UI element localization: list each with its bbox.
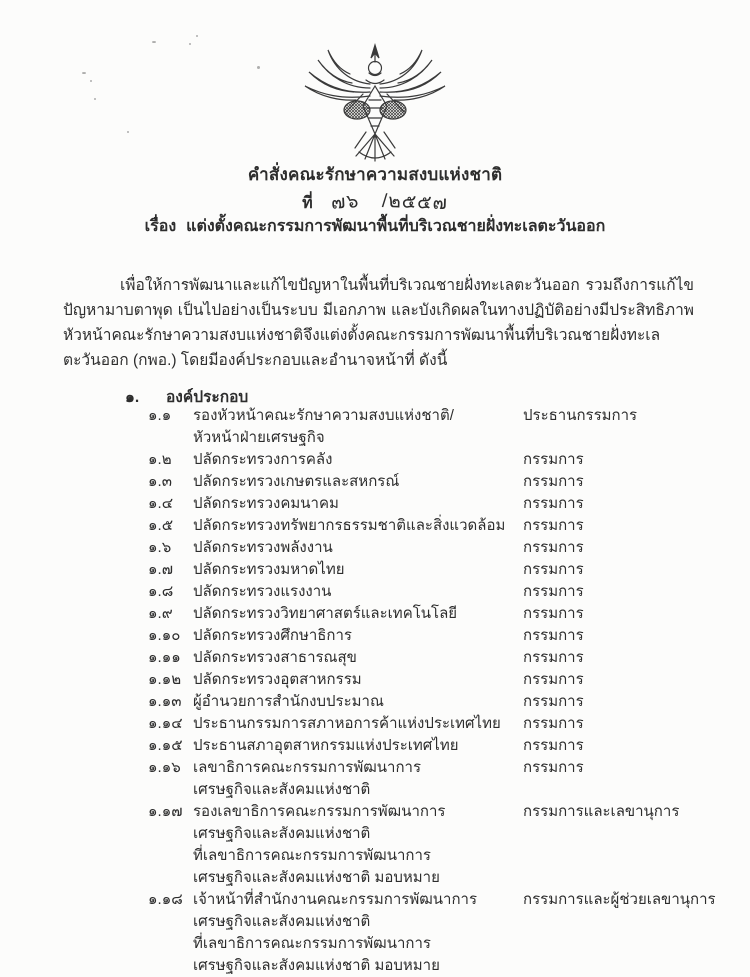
committee-member-row <box>148 669 722 691</box>
member-name-line: เศรษฐกิจและสังคมแห่งชาติ <box>193 825 371 842</box>
member-role: กรรมการ <box>523 649 584 666</box>
scan-speck <box>196 35 198 37</box>
section-title: องค์ประกอบ <box>166 389 249 406</box>
member-name-line: ปลัดกระทรวงแรงงาน <box>193 583 332 600</box>
member-name <box>193 625 523 647</box>
member-name-line: ที่เลขาธิการคณะกรรมการพัฒนาการ <box>193 935 431 952</box>
committee-member-row <box>148 471 722 493</box>
document-year-handwritten: /๒๕๕๗ <box>381 190 449 215</box>
member-role: กรรมการ <box>523 539 584 556</box>
member-name-line: ปลัดกระทรวงศึกษาธิการ <box>193 627 352 644</box>
scan-speck <box>94 98 96 100</box>
member-name-line: รองหัวหน้าคณะรักษาความสงบแห่งชาติ/ <box>193 407 454 424</box>
member-name-line: ปลัดกระทรวงทรัพยากรธรรมชาติและสิ่งแวดล้อม <box>193 517 506 534</box>
member-name-line: ประธานกรรมการสภาหอการค้าแห่งประเทศไทย <box>193 715 501 732</box>
member-name <box>193 471 523 493</box>
committee-member-row <box>148 713 722 735</box>
member-name <box>193 735 523 757</box>
committee-member-row <box>148 691 722 713</box>
member-number: ๑.๖ <box>148 539 172 556</box>
member-number: ๑.๑ <box>148 407 172 424</box>
member-role: กรรมการและเลขานุการ <box>523 803 680 820</box>
committee-member-row <box>148 603 722 625</box>
subject-label: เรื่อง <box>144 218 177 235</box>
member-number: ๑.๔ <box>148 495 174 512</box>
member-role: กรรมการ <box>523 671 584 688</box>
document-number-prefix: ที่ <box>302 195 313 212</box>
member-name-line: เศรษฐกิจและสังคมแห่งชาติ <box>193 781 371 798</box>
member-number: ๑.๑๐ <box>148 627 181 644</box>
member-name-line: ปลัดกระทรวงมหาดไทย <box>193 561 345 578</box>
document-subject-line <box>0 214 750 239</box>
scan-speck <box>127 131 129 133</box>
member-name-line: เศรษฐกิจและสังคมแห่งชาติ มอบหมาย <box>193 869 440 886</box>
member-role: กรรมการ <box>523 627 584 644</box>
committee-member-row <box>148 449 722 471</box>
member-number: ๑.๑๓ <box>148 693 182 710</box>
document-title: คำสั่งคณะรักษาความสงบแห่งชาติ <box>247 165 503 184</box>
member-number: ๑.๙ <box>148 605 173 622</box>
member-name <box>193 889 523 977</box>
member-name <box>193 581 523 603</box>
scan-speck <box>152 41 156 43</box>
member-number: ๑.๓ <box>148 473 172 490</box>
member-name-line: ปลัดกระทรวงการคลัง <box>193 451 333 468</box>
committee-member-row <box>148 889 722 977</box>
member-name <box>193 537 523 559</box>
member-name <box>193 405 523 449</box>
member-name <box>193 757 523 801</box>
member-name-line: เศรษฐกิจและสังคมแห่งชาติ <box>193 913 371 930</box>
member-number: ๑.๘ <box>148 583 174 600</box>
committee-member-row <box>148 515 722 537</box>
member-role: กรรมการ <box>523 495 584 512</box>
committee-member-row <box>148 757 722 801</box>
member-number: ๑.๑๗ <box>148 803 183 820</box>
committee-member-row <box>148 581 722 603</box>
subject-text: แต่งตั้งคณะกรรมการพัฒนาพื้นที่บริเวณชายฝั่งทะเลตะวันออก <box>186 218 606 235</box>
member-name-line: ปลัดกระทรวงคมนาคม <box>193 495 339 512</box>
member-name-line: ผู้อำนวยการสำนักงบประมาณ <box>193 693 384 710</box>
member-name-line: ประธานสภาอุตสาหกรรมแห่งประเทศไทย <box>193 737 459 754</box>
member-number: ๑.๑๕ <box>148 737 183 754</box>
member-role: กรรมการ <box>523 583 584 600</box>
document-number-handwritten: ๗๖ <box>330 191 361 214</box>
committee-member-list <box>148 405 722 977</box>
member-role: กรรมการ <box>523 715 584 732</box>
member-name <box>193 801 523 889</box>
member-role: กรรมการ <box>523 737 584 754</box>
member-role: กรรมการ <box>523 759 584 776</box>
member-name <box>193 603 523 625</box>
committee-member-row <box>148 735 722 757</box>
member-name-line: ปลัดกระทรวงอุตสาหกรรม <box>193 671 362 688</box>
member-name-line: ปลัดกระทรวงเกษตรและสหกรณ์ <box>193 473 400 490</box>
member-name-line: ปลัดกระทรวงวิทยาศาสตร์และเทคโนโลยี <box>193 605 458 622</box>
scan-speck <box>189 43 191 45</box>
member-name <box>193 647 523 669</box>
member-name <box>193 515 523 537</box>
committee-member-row <box>148 625 722 647</box>
scan-speck <box>90 80 92 82</box>
member-name <box>193 669 523 691</box>
committee-member-row <box>148 405 722 449</box>
scan-speck <box>257 66 260 69</box>
member-name-line: เศรษฐกิจและสังคมแห่งชาติ มอบหมาย <box>193 957 440 974</box>
member-role: กรรมการ <box>523 473 584 490</box>
member-role: กรรมการ <box>523 517 584 534</box>
section-number: ๑. <box>125 389 140 406</box>
member-name-line: รองเลขาธิการคณะกรรมการพัฒนาการ <box>193 803 446 820</box>
member-number: ๑.๑๘ <box>148 891 183 908</box>
member-number: ๑.๗ <box>148 561 173 578</box>
member-name-line: เลขาธิการคณะกรรมการพัฒนาการ <box>193 759 422 776</box>
member-name <box>193 449 523 471</box>
committee-member-row <box>148 493 722 515</box>
member-name-line: หัวหน้าฝ่ายเศรษฐกิจ <box>193 429 325 446</box>
intro-paragraph: เพื่อให้การพัฒนาและแก้ไขปัญหาในพื้นที่บริเวณชายฝั่งทะเลตะวันออก รวมถึงการแก้ไขปัญหามาบตาพุด เป็นไปอย่างเป็นระบบ มีเอกภาพ และบังเกิดผลในทางปฏิบัติอย่างมีประสิทธิภาพ หัวหน้าคณะรักษาความสงบแห่งชาติจึงแต่งตั้งคณะกรรมการพัฒนาพื้นที่บริเวณชายฝั่งทะเลตะวันออก (กพอ.) โดยมีองค์ประกอบและอำนาจหน้าที่ ดังนี้ <box>63 277 694 369</box>
committee-member-row <box>148 559 722 581</box>
member-number: ๑.๑๔ <box>148 715 183 732</box>
member-number: ๑.๑๒ <box>148 671 182 688</box>
member-number: ๑.๑๖ <box>148 759 181 776</box>
member-number: ๑.๑๑ <box>148 649 181 666</box>
member-name-line: ที่เลขาธิการคณะกรรมการพัฒนาการ <box>193 847 431 864</box>
scan-speck <box>82 72 86 74</box>
member-name <box>193 559 523 581</box>
member-name-line: เจ้าหน้าที่สำนักงานคณะกรรมการพัฒนาการ <box>193 891 478 908</box>
member-name <box>193 691 523 713</box>
member-role: กรรมการและผู้ช่วยเลขานุการ <box>523 891 716 908</box>
member-role: กรรมการ <box>523 561 584 578</box>
member-role: กรรมการ <box>523 451 584 468</box>
member-name-line: ปลัดกระทรวงสาธารณสุข <box>193 649 357 666</box>
member-role: กรรมการ <box>523 693 584 710</box>
member-name <box>193 713 523 735</box>
committee-member-row <box>148 647 722 669</box>
committee-member-row <box>148 537 722 559</box>
member-number: ๑.๕ <box>148 517 174 534</box>
member-number: ๑.๒ <box>148 451 172 468</box>
garuda-emblem-icon <box>299 42 451 169</box>
member-name <box>193 493 523 515</box>
document-number-line <box>0 187 750 217</box>
committee-member-row <box>148 801 722 889</box>
member-name-line: ปลัดกระทรวงพลังงาน <box>193 539 333 556</box>
member-role: ประธานกรรมการ <box>523 407 638 424</box>
member-role: กรรมการ <box>523 605 584 622</box>
